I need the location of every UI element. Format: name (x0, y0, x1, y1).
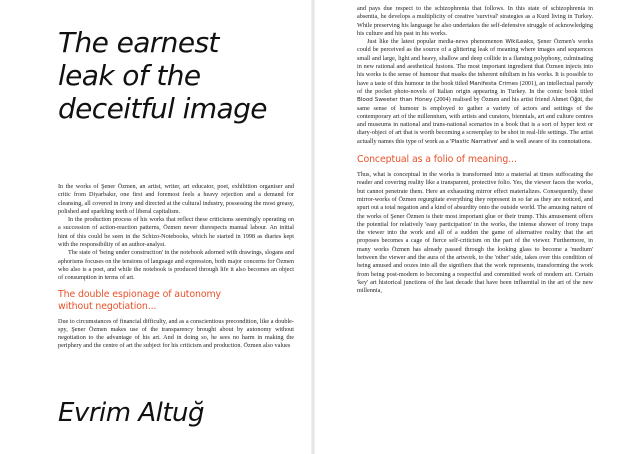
section-heading-conceptual: Conceptual as a folio of meaning... (357, 154, 517, 166)
title-line-1: The earnest (58, 26, 219, 59)
author-name: Evrim Altuğ (58, 398, 205, 428)
left-paragraph-3: The state of 'being under construction' in the notebook adorned with drawings, slogans and aphorisms focuses on the tensions of language and expression, both major concerns for Özmen who also is a poet, and while the notebook is produced through life it also becomes an object of consumption in terms of art. (58, 249, 294, 282)
section-heading-double-espionage (58, 289, 294, 313)
book-title-blood-sweeter: Blood Sweeter than Honey (357, 97, 433, 104)
wikileaks-term: WikiLeaks (505, 39, 534, 46)
right-paragraph-3: Thus, what is conceptual in the works is transformed into a material at times suffocating the reader and covering reality like a transparent, protective folio. Yes, the viewer faces the works, but cannot penetrate them. Here an exhausting mirror effect materializes. Consequently, these mirror-works of Özmen regurgitate everything they represent in so far as they are noticed, and spurt out a total negation and a kind of absurdity onto the outside world. The amusing nature of the works of Şener Özmen is their most important glue or their trump. This amusement offers the potential for relatively 'easy participation' in the works, the intense shower of irony traps the viewer into the work and all of a sudden the game of alternative reality that the art proposes becomes a cage of fierce self-criticism on the part of the viewer. Furthermore, in many works Özmen has already passed through the looking glass to become a 'medium' between the viewer and the aura of the artwork, to the 'other' side, takes over this condition of being amused and oozes into all the signifiers that the work represents, transforming the work from being post-modern to becoming a respectful and committed work of modern art. Certain 'key' art historical junctions of the last decade that have been influential in the art of the new millennia, (357, 171, 593, 295)
left-paragraph-1: In the works of Şener Özmen, an artist, writer, art educator, poet, exhibition organiser and critic from Diyarbakır, one first and foremost feels a heavy rejection and a demand for cleansing, all covered in irony and directed at the cultural industry, possessing the most greasy, polished and sparkling teeth of liberal capitalism. (58, 183, 294, 215)
heading-line-2: without negotiation... (58, 300, 157, 312)
right-p2-text-a: Just like the latest popular media-news phenomenon (367, 38, 506, 46)
right-text-column (357, 5, 593, 296)
right-page (313, 0, 626, 454)
right-p2-text-g: (2004) realised by Özmen and his artist friend Ahmet Öğüt, the same sense of humour is employed to gather a variety of actors and settings of the contemporary art of the millennium, with artists and curators, biennials, art and culture centres and museums in national and trans-national scenarios in a book that is a sort of hyper text or diary-object of art that is worth becoming a screenplay to be shot in real-life settings. The artist actually names this type of work as a ' (357, 96, 593, 145)
right-p2-text-e: (2001), an intellectual parody of the pocket photo-novels of Italian origin appearing in Turkey. In the comic book titled (357, 79, 593, 95)
left-paragraph-4: Due to circumstances of financial difficulty, and as a conscientious precondition, like a double-spy, Şener Özmen makes use of the transparency brought about by autonomy without negotiation to the advantage of his art. And in doing so, he sees no harm in making the periphery and the centre of art the subject for his criticism and production. Özmen also values (58, 317, 294, 350)
right-paragraph-1: and pays due respect to the schizophrenia that follows. In this state of schizophrenia in absentia, he develops a multiplicity of creative 'survival' strategies as a Kurd living in Turkey. While preserving his language he also undertakes the self-defensive struggle of acknowledging his culture and his past in his works. (357, 5, 593, 37)
left-paragraph-2: In the production process of his works that reflect these criticisms seemingly operating on a succession of action-reaction patterns, Özmen never disrespects manual labour. An initial hint of this could be seen in the Schizo-Notebooks, which he started in 1998 as diaries kept with the responsibility of an author-analyst. (58, 216, 294, 249)
right-p2-text-i: ' and is well aware of its connotations. (497, 137, 592, 145)
title-line-3: deceitful image (58, 92, 267, 125)
right-paragraph-2 (357, 38, 593, 146)
title-line-2: leak of the (58, 59, 201, 92)
right-p2-text-c: , Şener Özmen's works could be perceived as the source of a glittering leak of meaning where images and sequences small and large, light and heavy, shallow and deep collide in a flaming polyphony, culminating in new rational and aesthetical fusions. The most important ingredient that Özmen injects into his works is the sense of humour that masks the inherent nihilism in his works. It is possible to have a taste of this humour in the book titled (357, 38, 593, 87)
left-text-column (58, 183, 294, 351)
essay-title (58, 26, 308, 125)
heading-line-1: The double espionage of autonomy (58, 288, 221, 300)
book-title-manifesta-crimes: Manifesta Crimes (469, 80, 519, 87)
plastic-narrative-term: Plastic Narrative (451, 138, 498, 145)
